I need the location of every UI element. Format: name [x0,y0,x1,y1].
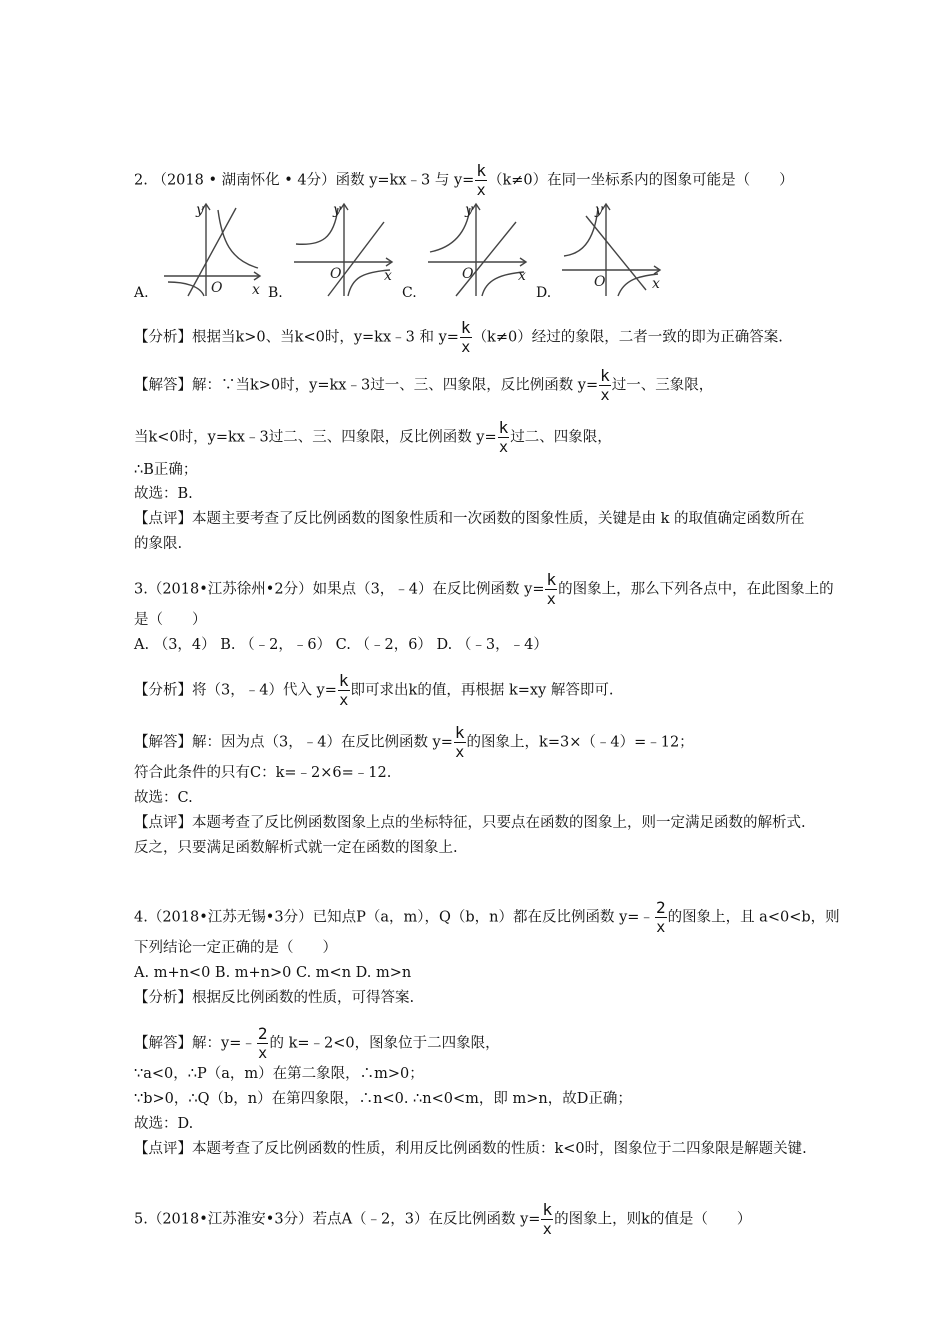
q3-stem [134,572,834,607]
fraction-k-over-x: $\frac{k}{x}$ [476,161,486,199]
q4-solution-3: ∵b>0，∴Q（b，n）在第四象限，∴n<0. ∴n<0<m，即 m>n，故D正确； [134,1091,632,1107]
q4-stem-b: 的图象上，且 a<0<b，则 [667,909,840,926]
q2-comment-1: 【点评】本题主要考查了反比例函数的图象性质和一次函数的图象性质，关键是由 k 的取值确定函数所在 [134,511,805,527]
q5-stem-a: 5.（2018•江苏淮安•3分）若点A（﹣2，3）在反比例函数 y= [134,1211,541,1228]
hyperbola-branch-q2 [564,208,598,256]
y-axis-label: y [595,202,603,218]
q4-options: A. m+n<0 B. m+n>0 C. m<n D. m>n [134,965,412,981]
x-axis-label: x [384,268,392,284]
q2-choose: 故选：B. [134,486,193,502]
fraction-k-over-x: $\frac{k}{x}$ [460,318,471,356]
q3-analysis-a: 【分析】将（3，﹣4）代入 y= [134,682,337,699]
q3-comment-1: 【点评】本题考查了反比例函数图象上点的坐标特征，只要点在函数的图象上，则一定满足函数的解析式. [134,815,806,831]
x-axis-label: x [252,282,260,298]
graph-d [560,200,664,298]
option-a-label: A. [134,285,149,301]
fraction-k-over-x: $\frac{k}{x}$ [546,570,557,608]
q3-comment-2: 反之，只要满足函数解析式就一定在函数的图象上. [134,840,458,856]
line-graph [456,222,516,296]
hyperbola-branch-q2 [296,208,338,244]
graph-a [160,200,264,298]
q3-solution-2: 符合此条件的只有C：k=﹣2×6=﹣12. [134,765,392,781]
q3-analysis-b: 即可求出k的值，再根据 k=xy 解答即可. [350,682,614,699]
q3-solution-1 [134,725,694,760]
fraction-k-over-x: $\frac{k}{x}$ [542,1200,553,1238]
fraction-k-over-x: $\frac{k}{x}$ [338,671,349,709]
graph-c [426,200,530,298]
q3-stem-b: 的图象上，那么下列各点中，在此图象上的 [558,581,834,598]
q2-stem-text-a: 2. （2018 • 湖南怀化 • 4分）函数 y=kx﹣3 与 y= [134,172,475,189]
q2-stem [134,163,794,198]
q3-options: A. （3，4） B. （﹣2，﹣6） C. （﹣2，6） D. （﹣3，﹣4） [134,637,548,653]
origin-label: O [211,280,223,296]
q4-stem-2: 下列结论一定正确的是（ ） [134,940,337,956]
q2-comment-2: 的象限. [134,536,183,552]
origin-label: O [594,274,606,290]
graph-b [292,200,396,298]
q2-analysis-a: 【分析】根据当k>0、当k<0时，y=kx﹣3 和 y= [134,329,459,346]
q3-sol1-a: 【解答】解：因为点（3，﹣4）在反比例函数 y= [134,734,453,751]
y-axis-label: y [196,202,204,218]
q2-sol2-a: 当k<0时，y=kx﹣3过二、三、四象限，反比例函数 y= [134,429,497,446]
q3-choose: 故选：C. [134,790,193,806]
x-axis-label: x [518,268,526,284]
q2-solution-1 [134,368,713,403]
x-axis-label: x [652,276,660,292]
q4-solution-2: ∵a<0，∴P（a，m）在第二象限，∴m>0； [134,1066,424,1082]
q2-sol2-b: 过二、四象限， [510,429,612,446]
y-axis-label: y [465,202,473,218]
q2-sol1-a: 【解答】解：∵当k>0时，y=kx﹣3过一、三、四象限，反比例函数 y= [134,377,599,394]
fraction-k-over-x: $\frac{k}{x}$ [600,366,610,404]
q2-analysis-b: （k≠0）经过的象限，二者一致的即为正确答案. [472,329,783,346]
hyperbola-branch-q1 [218,210,258,268]
hyperbola-branch-q3 [168,282,204,296]
fraction-k-over-x: $\frac{k}{x}$ [498,418,509,456]
fraction-k-over-x: $\frac{k}{x}$ [454,723,465,761]
option-b-label: B. [268,285,283,301]
q3-stem-a: 3.（2018•江苏徐州•2分）如果点（3，﹣4）在反比例函数 y= [134,581,545,598]
q4-solution-1 [134,1026,500,1061]
q5-stem [134,1202,751,1237]
q3-stem-2: 是（ ） [134,612,207,628]
q2-stem-text-b: （k≠0）在同一坐标系内的图象可能是（ ） [487,172,794,189]
q3-analysis [134,673,613,708]
q2-sol1-b: 过一、三象限， [611,377,714,394]
q4-sol1-a: 【解答】解：y=﹣ [134,1035,256,1052]
origin-label: O [462,266,474,282]
q2-solution-3: ∴B正确； [134,462,198,478]
hyperbola-branch-q2 [430,208,470,252]
q4-stem-a: 4.（2018•江苏无锡•3分）已知点P（a，m），Q（b，n）都在反比例函数 y=﹣ [134,909,654,926]
q2-analysis [134,320,783,355]
q4-comment: 【点评】本题考查了反比例函数的性质，利用反比例函数的性质：k<0时，图象位于二四象限是解题关键. [134,1141,807,1157]
fraction-2-over-x: $\frac{2}{x}$ [257,1024,268,1062]
option-d-label: D. [536,285,552,301]
q4-analysis: 【分析】根据反比例函数的性质，可得答案. [134,990,415,1006]
q3-sol1-b: 的图象上，k=3×（﹣4）=﹣12； [466,734,694,751]
origin-label: O [330,266,342,282]
q4-choose: 故选：D. [134,1116,194,1132]
q4-stem [134,900,840,935]
q5-stem-b: 的图象上，则k的值是（ ） [554,1211,752,1228]
q2-solution-2 [134,420,612,455]
line-graph [328,222,384,296]
y-axis-label: y [333,202,341,218]
q4-sol1-b: 的 k=﹣2<0，图象位于二四象限， [269,1035,500,1052]
option-c-label: C. [402,285,417,301]
fraction-2-over-x: $\frac{2}{x}$ [655,898,666,936]
